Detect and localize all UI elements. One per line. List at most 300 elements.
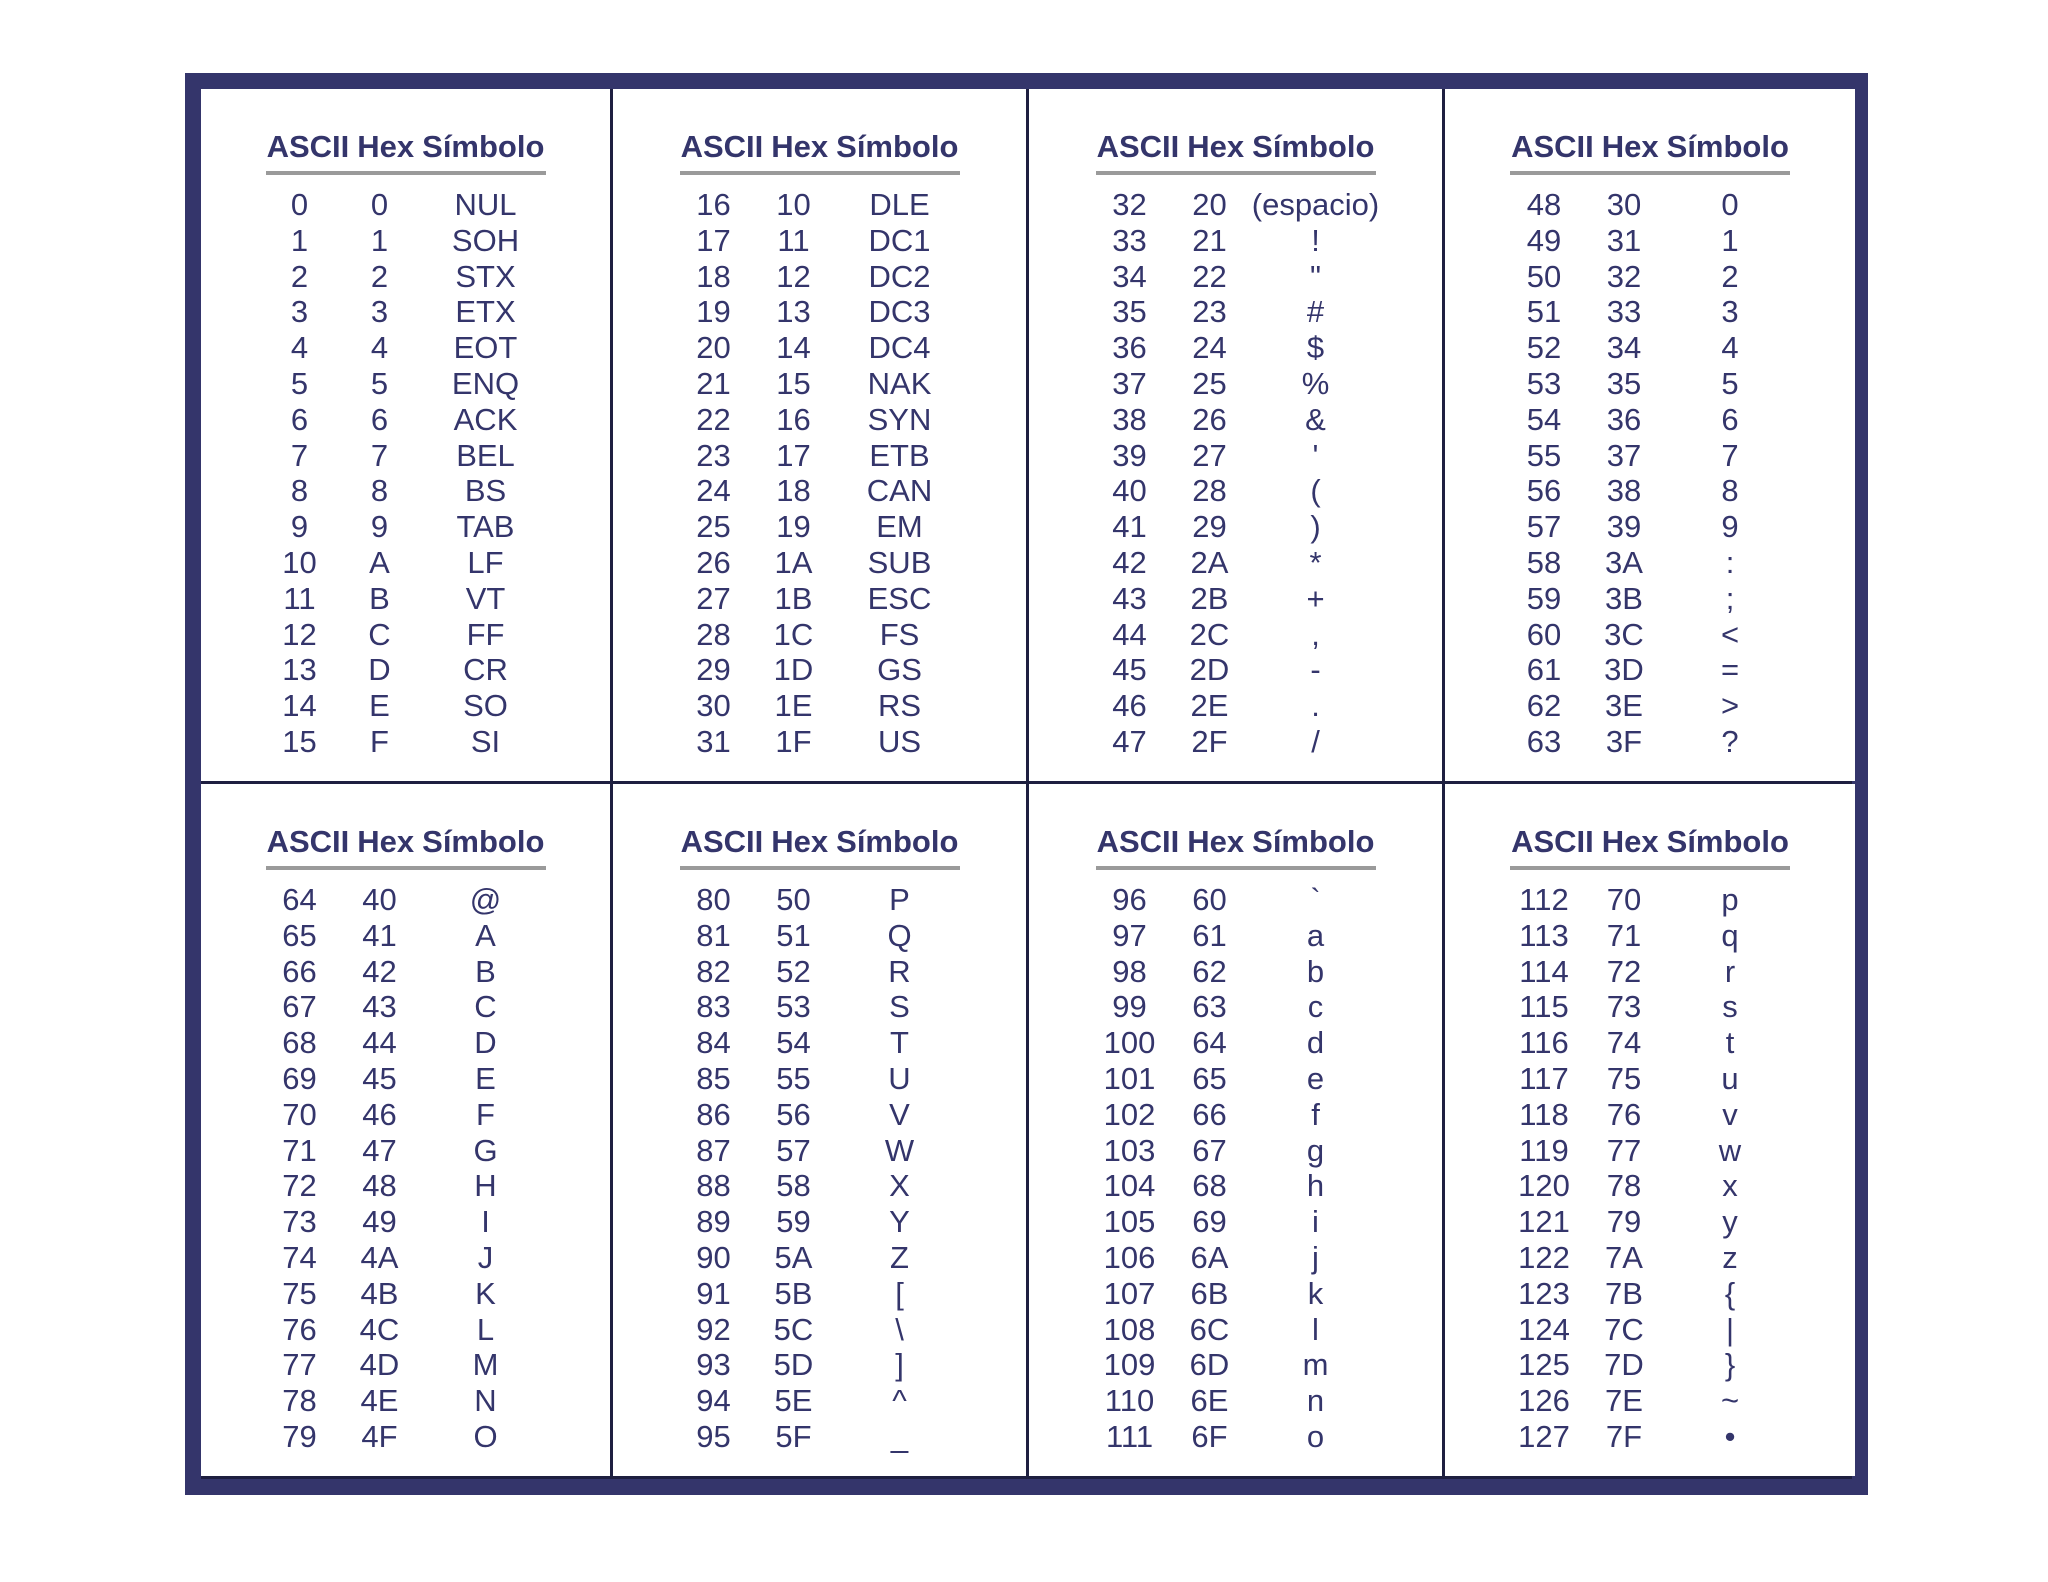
table-row (260, 509, 552, 545)
ascii-code-cell: 50 (1526, 258, 1562, 294)
hex-code-cell: 71 (1606, 917, 1642, 953)
table-row (1504, 187, 1796, 223)
ascii-code-cell: 41 (1112, 509, 1147, 545)
symbol-cell: N (474, 1383, 497, 1419)
table-row (260, 473, 552, 509)
symbol-cell: E (475, 1060, 496, 1096)
hex-code-cell: 9 (370, 509, 389, 545)
table-row (260, 954, 552, 990)
hex-code-cell: 18 (776, 473, 811, 509)
symbol-cell: DLE (869, 187, 930, 222)
hex-code-cell: 4F (361, 1418, 398, 1454)
ascii-code-cell: 10 (282, 544, 317, 580)
symbol-cell: u (1721, 1060, 1739, 1096)
symbol-cell: SOH (451, 222, 520, 258)
hex-code-cell: 1B (774, 580, 813, 616)
column-header-col1: ASCII (266, 129, 350, 164)
ascii-code-cell: 124 (1518, 1311, 1570, 1347)
table-row (1090, 473, 1382, 509)
ascii-code-cell: 55 (1526, 437, 1562, 473)
table-row (1504, 581, 1796, 617)
column-header-col2: Hex (357, 129, 415, 164)
symbol-cell: S (889, 989, 910, 1025)
table-row (260, 545, 552, 581)
ascii-code-cell: 20 (696, 330, 731, 366)
table-row (1504, 918, 1796, 954)
table-row (260, 187, 552, 223)
table-row (260, 1312, 552, 1348)
table-row (674, 1025, 966, 1061)
symbol-cell: b (1306, 953, 1325, 989)
ascii-panel (1445, 784, 1855, 1476)
ascii-code-cell: 5 (290, 365, 309, 401)
table-row (1504, 402, 1796, 438)
table-row (674, 509, 966, 545)
table-row (674, 473, 966, 509)
table-row (1090, 1383, 1382, 1419)
ascii-code-cell: 7 (290, 437, 309, 473)
table-row (1090, 581, 1382, 617)
table-header (1090, 127, 1382, 167)
table-row (674, 1240, 966, 1276)
ascii-code-cell: 8 (290, 473, 309, 509)
symbol-cell: D (474, 1025, 497, 1061)
symbol-cell: BS (464, 473, 507, 509)
ascii-code-cell: 38 (1112, 401, 1147, 437)
ascii-panel (201, 89, 610, 781)
ascii-code-cell: 111 (1105, 1418, 1154, 1454)
table-row (1090, 652, 1382, 688)
hex-code-cell: 4C (359, 1311, 400, 1347)
table-row (674, 1276, 966, 1312)
ascii-code-cell: 59 (1526, 580, 1562, 616)
symbol-cell: CR (463, 652, 508, 688)
symbol-cell: m (1302, 1347, 1329, 1383)
table-row (674, 1383, 966, 1419)
symbol-cell: W (884, 1132, 915, 1168)
hex-code-cell: 11 (777, 222, 810, 258)
ascii-code-cell: 17 (696, 222, 731, 258)
hex-code-cell: 6F (1191, 1418, 1228, 1454)
table-row (674, 223, 966, 259)
ascii-code-cell: 46 (1112, 688, 1147, 724)
hex-code-cell: 5B (774, 1275, 813, 1311)
ascii-code-cell: 44 (1112, 616, 1147, 652)
column-header-col1: ASCII (680, 824, 764, 859)
table-row (1090, 688, 1382, 724)
ascii-code-cell: 78 (282, 1383, 317, 1419)
hex-code-cell: 57 (776, 1132, 811, 1168)
table-row (674, 882, 966, 918)
symbol-cell: p (1721, 882, 1739, 917)
table-row (260, 438, 552, 474)
ascii-code-cell: 117 (1519, 1060, 1569, 1096)
symbol-cell: 4 (1721, 330, 1739, 366)
table-row (260, 223, 552, 259)
ascii-code-cell: 68 (282, 1025, 317, 1061)
ascii-code-cell: 79 (282, 1418, 317, 1454)
hex-code-cell: 6A (1190, 1239, 1229, 1275)
ascii-code-cell: 89 (696, 1204, 731, 1240)
ascii-code-cell: 106 (1103, 1239, 1156, 1275)
table-row (1090, 330, 1382, 366)
hex-code-cell: 75 (1606, 1060, 1642, 1096)
table-row (674, 581, 966, 617)
table-row (1504, 294, 1796, 330)
symbol-cell: US (877, 723, 922, 759)
header-underline (266, 171, 546, 175)
symbol-cell: z (1722, 1239, 1738, 1275)
hex-code-cell: 26 (1192, 401, 1227, 437)
table-row (1090, 187, 1382, 223)
ascii-panel (1029, 89, 1442, 781)
symbol-cell: O (473, 1418, 498, 1454)
ascii-subtable (674, 127, 966, 760)
symbol-cell: 8 (1721, 473, 1739, 509)
hex-code-cell: 3E (1605, 688, 1643, 724)
symbol-cell: 2 (1721, 258, 1739, 294)
hex-code-cell: 68 (1192, 1168, 1227, 1204)
ascii-code-cell: 28 (696, 616, 731, 652)
symbol-cell: 6 (1721, 401, 1739, 437)
table-row (1504, 509, 1796, 545)
ascii-code-cell: 58 (1526, 544, 1562, 580)
symbol-cell: (espacio) (1251, 187, 1380, 222)
column-header-col1: ASCII (1511, 129, 1594, 164)
ascii-code-cell: 32 (1112, 187, 1147, 222)
hex-code-cell: 16 (776, 401, 811, 437)
table-row (260, 366, 552, 402)
symbol-cell: k (1307, 1275, 1324, 1311)
ascii-code-cell: 102 (1103, 1096, 1156, 1132)
table-row (260, 402, 552, 438)
table-row (1090, 882, 1382, 918)
hex-code-cell: D (368, 652, 391, 688)
hex-code-cell: 17 (776, 437, 811, 473)
table-row (260, 259, 552, 295)
column-header-col2: Hex (357, 824, 415, 859)
table-row (674, 1097, 966, 1133)
symbol-cell: 0 (1721, 187, 1739, 222)
table-row (1504, 1168, 1796, 1204)
symbol-cell: % (1301, 365, 1330, 401)
ascii-code-cell: 82 (696, 953, 731, 989)
ascii-code-cell: 93 (696, 1347, 731, 1383)
ascii-code-cell: 25 (696, 509, 731, 545)
symbol-cell: I (481, 1204, 490, 1240)
hex-code-cell: 7C (1604, 1311, 1644, 1347)
table-row (1504, 1347, 1796, 1383)
symbol-cell: Q (887, 917, 912, 953)
ascii-code-cell: 53 (1526, 365, 1562, 401)
hex-code-cell: 1D (773, 652, 814, 688)
ascii-code-cell: 101 (1103, 1060, 1156, 1096)
symbol-cell: DC4 (868, 330, 931, 366)
symbol-cell: $ (1306, 330, 1325, 366)
symbol-cell: f (1311, 1096, 1320, 1132)
table-row (674, 366, 966, 402)
symbol-cell: s (1722, 989, 1738, 1025)
ascii-code-cell: 123 (1518, 1275, 1570, 1311)
symbol-cell: = (1720, 652, 1740, 688)
table-row (1504, 1419, 1796, 1455)
symbol-cell: NAK (867, 365, 932, 401)
table-header (1504, 127, 1796, 167)
symbol-cell: • (1724, 1418, 1736, 1454)
symbol-cell: DC1 (868, 222, 931, 258)
header-underline (1510, 171, 1790, 175)
ascii-code-cell: 26 (696, 544, 731, 580)
ascii-code-cell: 14 (282, 688, 317, 724)
symbol-cell: ~ (1720, 1383, 1740, 1419)
column-header-col3: Símbolo (836, 824, 959, 859)
symbol-cell: B (475, 953, 496, 989)
symbol-cell: i (1312, 1204, 1319, 1240)
ascii-code-cell: 4 (290, 330, 309, 366)
hex-code-cell: 56 (776, 1096, 811, 1132)
hex-code-cell: 76 (1606, 1096, 1642, 1132)
hex-code-cell: 7 (370, 437, 389, 473)
ascii-table-grid (201, 89, 1852, 1479)
table-row (260, 989, 552, 1025)
hex-code-cell: 53 (776, 989, 811, 1025)
hex-code-cell: 55 (776, 1060, 811, 1096)
header-underline (680, 866, 960, 870)
hex-code-cell: 6 (370, 401, 389, 437)
ascii-code-cell: 94 (696, 1383, 731, 1419)
hex-code-cell: 70 (1606, 882, 1642, 917)
ascii-code-cell: 30 (696, 688, 731, 724)
symbol-cell: q (1721, 917, 1739, 953)
hex-code-cell: 29 (1192, 509, 1227, 545)
ascii-code-cell: 29 (696, 652, 731, 688)
symbol-cell: U (888, 1060, 911, 1096)
hex-code-cell: 6E (1190, 1383, 1229, 1419)
column-header-col3: Símbolo (836, 129, 959, 164)
symbol-cell: ( (1310, 473, 1321, 509)
hex-code-cell: F (370, 723, 389, 759)
table-row (1504, 652, 1796, 688)
ascii-code-cell: 45 (1112, 652, 1147, 688)
symbol-cell: / (1311, 723, 1320, 759)
ascii-code-cell: 13 (282, 652, 317, 688)
symbol-cell: L (476, 1311, 495, 1347)
table-row (260, 724, 552, 760)
table-row (1090, 989, 1382, 1025)
symbol-cell: Z (890, 1239, 909, 1275)
hex-code-cell: 2E (1190, 688, 1229, 724)
table-row (1504, 617, 1796, 653)
ascii-code-cell: 27 (696, 580, 731, 616)
symbol-cell: 3 (1721, 294, 1739, 330)
hex-code-cell: 4D (359, 1347, 400, 1383)
hex-code-cell: 21 (1192, 222, 1227, 258)
ascii-code-cell: 66 (282, 953, 317, 989)
table-row (1090, 1168, 1382, 1204)
hex-code-cell: 40 (362, 882, 397, 917)
hex-code-cell: 19 (776, 509, 811, 545)
hex-code-cell: 6C (1189, 1311, 1230, 1347)
ascii-code-cell: 36 (1112, 330, 1147, 366)
ascii-code-cell: 98 (1112, 953, 1147, 989)
hex-code-cell: 23 (1192, 294, 1227, 330)
ascii-code-cell: 11 (283, 580, 316, 616)
header-underline (1096, 866, 1376, 870)
table-row (1090, 402, 1382, 438)
symbol-cell: TAB (456, 509, 515, 545)
column-header-col3: Símbolo (1252, 129, 1375, 164)
ascii-code-cell: 54 (1526, 401, 1562, 437)
hex-code-cell: 28 (1192, 473, 1227, 509)
hex-code-cell: 48 (362, 1168, 397, 1204)
hex-code-cell: 47 (362, 1132, 397, 1168)
symbol-cell: n (1306, 1383, 1325, 1419)
hex-code-cell: 58 (776, 1168, 811, 1204)
ascii-code-cell: 19 (696, 294, 731, 330)
symbol-cell: SUB (867, 544, 932, 580)
hex-code-cell: 1F (775, 723, 812, 759)
symbol-cell: g (1306, 1132, 1325, 1168)
table-row (1504, 223, 1796, 259)
table-row (260, 1240, 552, 1276)
hex-code-cell: 64 (1192, 1025, 1227, 1061)
hex-code-cell: 4A (360, 1239, 399, 1275)
hex-code-cell: 1C (773, 616, 814, 652)
ascii-code-cell: 70 (282, 1096, 317, 1132)
hex-code-cell: 2 (370, 258, 389, 294)
table-row (674, 1419, 966, 1455)
ascii-code-cell: 72 (282, 1168, 317, 1204)
symbol-cell: 5 (1721, 365, 1739, 401)
symbol-cell: & (1305, 401, 1326, 437)
symbol-cell: F (476, 1096, 495, 1132)
table-row (1504, 1133, 1796, 1169)
symbol-cell: h (1306, 1168, 1325, 1204)
ascii-code-cell: 104 (1103, 1168, 1156, 1204)
table-row (1090, 1276, 1382, 1312)
table-row (1504, 1383, 1796, 1419)
ascii-code-cell: 73 (282, 1204, 317, 1240)
column-header-col1: ASCII (1096, 824, 1180, 859)
symbol-cell: , (1311, 616, 1320, 652)
hex-code-cell: 51 (776, 917, 811, 953)
column-header-col3: Símbolo (1666, 824, 1789, 859)
hex-code-cell: 3B (1605, 580, 1643, 616)
table-row (1090, 509, 1382, 545)
ascii-code-cell: 62 (1526, 688, 1562, 724)
symbol-cell: l (1312, 1311, 1319, 1347)
symbol-cell: 1 (1721, 222, 1739, 258)
table-row (1504, 473, 1796, 509)
ascii-code-cell: 61 (1526, 652, 1562, 688)
ascii-code-cell: 113 (1519, 917, 1569, 953)
table-row (1090, 1025, 1382, 1061)
table-row (674, 954, 966, 990)
table-row (674, 259, 966, 295)
table-row (260, 1419, 552, 1455)
ascii-code-cell: 108 (1103, 1311, 1156, 1347)
hex-code-cell: 69 (1192, 1204, 1227, 1240)
ascii-panel (613, 784, 1026, 1476)
hex-code-cell: 2C (1189, 616, 1230, 652)
ascii-code-cell: 71 (282, 1132, 317, 1168)
ascii-table-frame (185, 73, 1868, 1495)
hex-code-cell: 45 (362, 1060, 397, 1096)
ascii-code-cell: 18 (696, 258, 731, 294)
symbol-cell: K (475, 1275, 496, 1311)
table-row (260, 294, 552, 330)
symbol-cell: c (1307, 989, 1324, 1025)
hex-code-cell: 32 (1606, 258, 1642, 294)
table-row (1090, 259, 1382, 295)
table-row (674, 1204, 966, 1240)
hex-code-cell: 5E (774, 1383, 813, 1419)
ascii-code-cell: 3 (290, 294, 309, 330)
column-header-col3: Símbolo (422, 129, 545, 164)
symbol-cell: GS (877, 652, 922, 688)
hex-code-cell: 8 (370, 473, 389, 509)
symbol-cell: BEL (456, 437, 515, 473)
hex-code-cell: 34 (1606, 330, 1642, 366)
hex-code-cell: 30 (1606, 187, 1642, 222)
symbol-cell: ESC (867, 580, 932, 616)
table-row (1504, 1312, 1796, 1348)
ascii-code-cell: 118 (1519, 1096, 1569, 1132)
table-row (1090, 1133, 1382, 1169)
symbol-cell: e (1306, 1060, 1325, 1096)
hex-code-cell: 38 (1606, 473, 1642, 509)
hex-code-cell: 3D (1604, 652, 1644, 688)
table-row (260, 617, 552, 653)
table-row (1090, 223, 1382, 259)
symbol-cell: 9 (1721, 509, 1739, 545)
column-header-col2: Hex (1187, 824, 1245, 859)
ascii-code-cell: 24 (696, 473, 731, 509)
hex-code-cell: 2A (1190, 544, 1229, 580)
ascii-subtable (260, 822, 552, 1455)
column-header-col2: Hex (1187, 129, 1245, 164)
hex-code-cell: C (368, 616, 391, 652)
hex-code-cell: 67 (1192, 1132, 1227, 1168)
table-row (674, 918, 966, 954)
symbol-cell: y (1722, 1204, 1738, 1240)
hex-code-cell: 5A (774, 1239, 813, 1275)
table-row (1090, 545, 1382, 581)
ascii-code-cell: 9 (290, 509, 309, 545)
hex-code-cell: 54 (776, 1025, 811, 1061)
symbol-cell: | (1725, 1311, 1735, 1347)
hex-code-cell: 78 (1606, 1168, 1642, 1204)
symbol-cell: : (1725, 544, 1735, 580)
column-header-col1: ASCII (680, 129, 764, 164)
symbol-cell: Y (889, 1204, 910, 1240)
ascii-panel (201, 784, 610, 1476)
ascii-code-cell: 122 (1518, 1239, 1570, 1275)
table-row (260, 1276, 552, 1312)
table-row (1090, 438, 1382, 474)
ascii-panel (1445, 89, 1855, 781)
symbol-cell: - (1310, 652, 1321, 688)
symbol-cell: FS (879, 616, 920, 652)
symbol-cell: SI (470, 723, 501, 759)
ascii-code-cell: 47 (1112, 723, 1147, 759)
table-row (1090, 1419, 1382, 1455)
hex-code-cell: 41 (362, 917, 397, 953)
ascii-code-cell: 121 (1518, 1204, 1570, 1240)
hex-code-cell: 44 (362, 1025, 397, 1061)
symbol-cell: DC3 (868, 294, 931, 330)
ascii-subtable (260, 127, 552, 760)
